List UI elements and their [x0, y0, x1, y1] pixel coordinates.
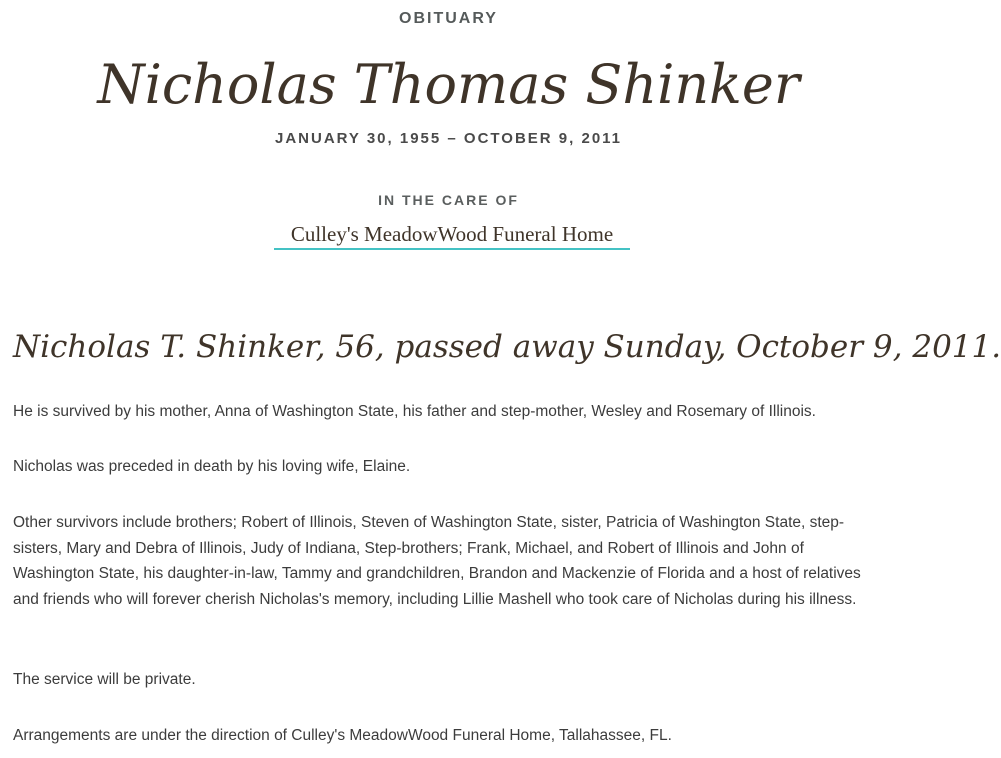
- life-dates: JANUARY 30, 1955 – OCTOBER 9, 2011: [274, 130, 623, 147]
- care-of-label: IN THE CARE OF: [378, 192, 519, 208]
- obituary-paragraph: He is survived by his mother, Anna of Washington State, his father and step-mother, Wesley and Rosemary of Illinois.: [13, 403, 816, 420]
- obituary-paragraph: Arrangements are under the direction of Culley's MeadowWood Funeral Home, Tallahassee, FL.: [13, 727, 672, 744]
- obituary-headline: Nicholas T. Shinker, 56, passed away Sunday, October 9, 2011.: [13, 329, 1001, 365]
- section-eyebrow: OBITUARY: [399, 10, 498, 27]
- obituary-paragraph: Nicholas was preceded in death by his loving wife, Elaine.: [13, 458, 411, 475]
- deceased-name-title: Nicholas Thomas Shinker: [97, 53, 800, 116]
- obituary-paragraph: Other survivors include brothers; Robert of Illinois, Steven of Washington State, sister, Patricia of Washington State, step-sisters, Mary and Debra of Illinois, Judy of Indiana, Step-brothers; Frank, Michael, and Robert of Illinois and John of Washington State, his daughter-in-law, Tammy and grandchildren, Brandon and Mackenzie of Florida and a host of relatives and friends who will forever cherish Nicholas's memory, including Lillie Mashell who took care of Nicholas during his illness.: [13, 514, 861, 608]
- obituary-paragraph: The service will be private.: [13, 671, 196, 688]
- funeral-home-link[interactable]: Culley's MeadowWood Funeral Home: [274, 222, 630, 250]
